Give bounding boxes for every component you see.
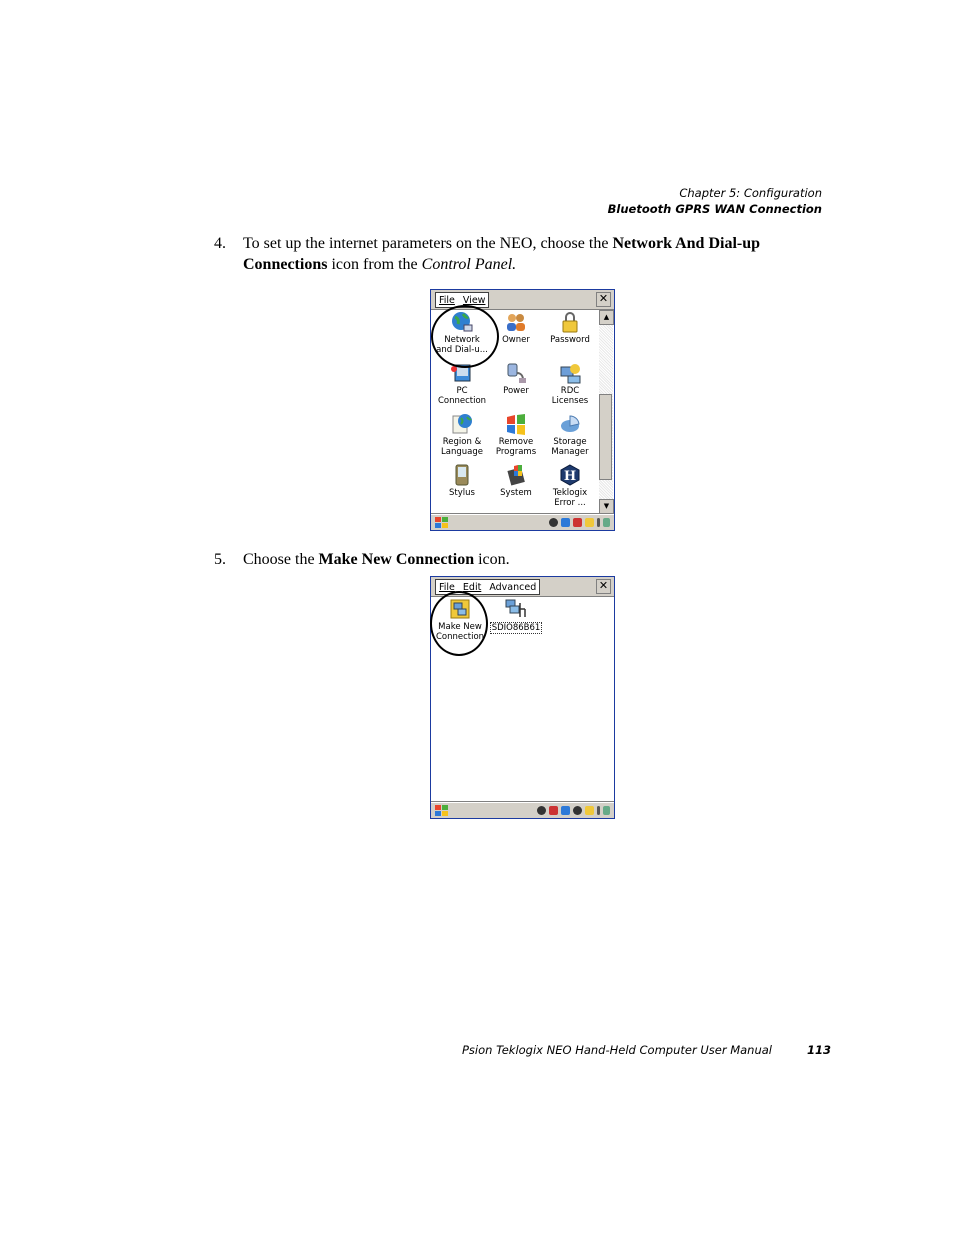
step-4-text-middle: icon from the [327,256,422,273]
rdc-label-1: RDC [560,386,580,396]
tray-globe-icon[interactable] [573,806,582,815]
footer-title: Psion Teklogix NEO Hand-Held Computer User Manual [462,1043,772,1057]
page-number: 113 [807,1043,832,1057]
vertical-scrollbar[interactable] [599,310,613,514]
close-button[interactable]: ✕ [596,579,611,594]
teklogix-error-item[interactable] [543,463,597,508]
region-language-item[interactable] [435,412,489,457]
start-windows-icon[interactable] [435,805,448,816]
control-panel-taskbar [431,514,614,530]
remove-programs-icon [504,412,528,436]
system-tray [537,805,610,816]
make-new-label-2: Connection [435,632,485,642]
tray-connection-icon[interactable] [561,518,570,527]
step-5 [214,549,794,571]
system-icon [504,463,528,487]
system-tray [549,517,610,528]
highlight-circle-make-new [430,591,488,656]
step-4-bold: Network And Dial-up Connections [243,235,761,273]
menu-view[interactable]: View [462,294,486,306]
power-plug-icon [504,361,528,385]
tray-lock-icon[interactable] [585,518,594,527]
remove-label-2: Programs [495,447,537,457]
step-4-text-before: To set up the internet parameters on the NEO, choose the [243,235,613,252]
step-5-text [243,549,803,570]
tray-keyboard-icon[interactable] [603,806,610,815]
menu-file[interactable]: File [439,294,455,306]
pc-label-2: Connection [437,396,487,406]
svg-text:H: H [563,469,577,484]
make-new-label-1: Make New [438,622,482,632]
storage-label-2: Manager [551,447,589,457]
teklogix-label-2: Error ... [554,498,586,508]
highlight-circle-network [431,305,499,368]
tray-battery-icon[interactable] [549,806,558,815]
system-item[interactable] [489,463,543,498]
step-4-italic: Control Panel. [421,256,517,273]
password-lock-icon [558,310,582,334]
network-label-1: Network [444,335,480,345]
step-5-number: 5. [214,551,226,568]
stylus-device-icon [450,463,474,487]
tray-info-icon[interactable] [597,806,600,815]
start-windows-icon[interactable] [435,517,448,528]
storage-pie-icon [558,412,582,436]
step-5-text-after: icon. [474,551,510,568]
power-label: Power [503,386,529,396]
stylus-item[interactable] [435,463,489,498]
step-5-text-before: Choose the [243,551,319,568]
menu-advanced[interactable]: Advanced [489,581,537,593]
region-label-2: Language [441,447,483,457]
rdc-licenses-item[interactable] [543,361,597,406]
tray-connection-icon[interactable] [561,806,570,815]
network-taskbar [431,802,614,818]
system-label: System [500,488,532,498]
tray-battery-icon[interactable] [573,518,582,527]
tray-lock-icon[interactable] [585,806,594,815]
scroll-thumb[interactable] [599,394,612,480]
owner-people-icon [504,310,528,334]
network-label-2: and Dial-u... [436,345,488,355]
power-item[interactable] [489,361,543,396]
scroll-up-arrow-icon[interactable]: ▲ [599,310,614,325]
menu-file[interactable]: File [439,581,455,593]
step-5-bold: Make New Connection [318,551,475,568]
menu-edit[interactable]: Edit [462,581,482,593]
stylus-label: Stylus [449,488,475,498]
section-header: Bluetooth GPRS WAN Connection [607,202,822,216]
teklogix-label-1: Teklogix [552,488,588,498]
remove-programs-item[interactable] [489,412,543,457]
pc-label-1: PC [456,386,468,396]
step-4 [214,233,794,277]
step-4-text [243,233,803,275]
region-label-1: Region & [442,437,482,447]
scroll-down-arrow-icon[interactable]: ▼ [599,499,614,514]
rdc-label-2: Licenses [551,396,589,406]
remove-label-1: Remove [498,437,534,447]
rdc-licenses-icon [558,361,582,385]
tray-network-icon[interactable] [537,806,546,815]
sdio-label: SDIO86B61 [491,623,541,633]
region-globe-icon [450,412,474,436]
close-button[interactable]: ✕ [596,292,611,307]
storage-manager-item[interactable] [543,412,597,457]
tray-info-icon[interactable] [597,518,600,527]
storage-label-1: Storage [553,437,587,447]
password-label: Password [550,335,590,345]
sdio-connection-item[interactable] [489,597,543,634]
network-adapter-icon [504,597,528,621]
tray-keyboard-icon[interactable] [603,518,610,527]
owner-label: Owner [502,335,530,345]
chapter-header: Chapter 5: Configuration [679,186,822,200]
tray-network-icon[interactable] [549,518,558,527]
teklogix-h-icon [558,463,582,487]
password-item[interactable] [543,310,597,345]
step-4-number: 4. [214,235,226,252]
